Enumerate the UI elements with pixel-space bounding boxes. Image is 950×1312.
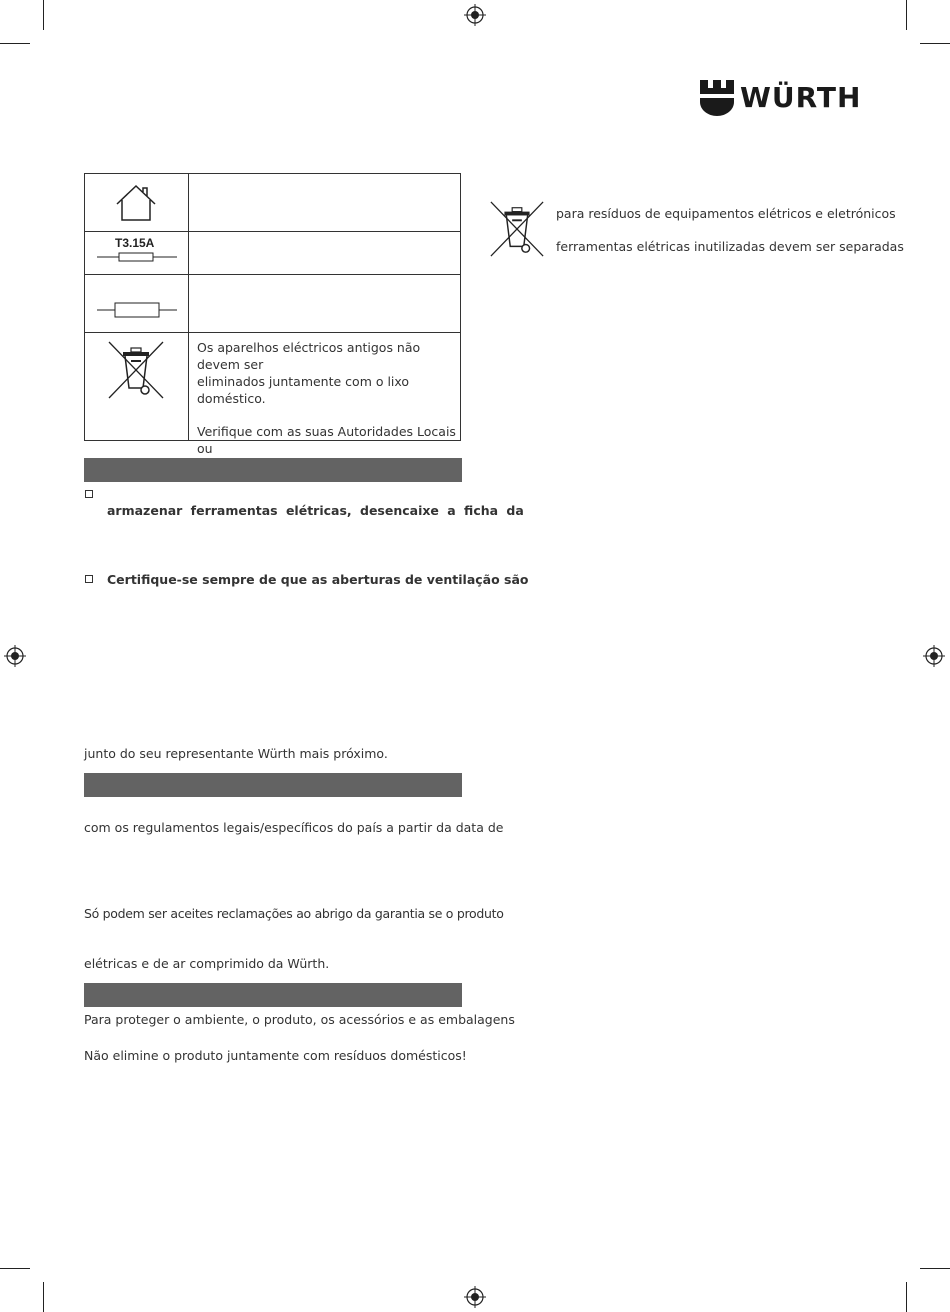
registration-mark-icon [4, 645, 26, 667]
weee-text-line: Verifique com as suas Autoridades Locais ou [197, 424, 456, 456]
weee-bin-icon [488, 200, 546, 258]
crop-mark [906, 0, 907, 30]
body-text: Não elimine o produto juntamente com resíduos domésticos! [84, 1048, 467, 1063]
crop-mark [906, 1282, 907, 1312]
crop-mark [43, 1282, 44, 1312]
body-text: com os regulamentos legais/específicos do país a partir da data de [84, 820, 504, 835]
fuse-rating-label: T3.15A [115, 236, 155, 250]
body-text: Para proteger o ambiente, o produto, os acessórios e as embalagens [84, 1012, 515, 1027]
wurth-logo-icon [700, 80, 734, 116]
crop-mark [43, 0, 44, 30]
bullet-box [85, 575, 93, 583]
section-header-bar [84, 983, 462, 1007]
weee-bin-icon [107, 340, 165, 400]
section-header-bar [84, 458, 462, 482]
body-text: junto do seu representante Würth mais próximo. [84, 746, 388, 761]
indoor-use-house-icon [115, 184, 157, 222]
table-row [85, 274, 460, 275]
symbols-table [84, 173, 461, 456]
fuse-symbol-icon [97, 302, 177, 318]
weee-description [197, 339, 459, 457]
crop-mark [0, 43, 30, 44]
bullet-box [85, 490, 93, 498]
crop-mark [920, 43, 950, 44]
fuse-icon [97, 251, 177, 263]
body-text: Só podem ser aceites reclamações ao abrigo da garantia se o produto [84, 906, 504, 921]
weee-text-line: eliminados juntamente com o lixo doméstico. [197, 374, 410, 406]
registration-mark-icon [464, 4, 486, 26]
section-header-bar [84, 773, 462, 797]
table-row [85, 332, 460, 333]
crop-mark [920, 1268, 950, 1269]
registration-mark-icon [464, 1286, 486, 1308]
table-row [85, 231, 460, 232]
weee-text-line: Os aparelhos eléctricos antigos não devem ser [197, 340, 421, 372]
crop-mark [0, 1268, 30, 1269]
right-column-text: para resíduos de equipamentos elétricos e eletrónicos [556, 206, 896, 221]
safety-instruction: Certifique-se sempre de que as aberturas de ventilação são [107, 572, 529, 587]
registration-mark-icon [923, 645, 945, 667]
brand-name: WÜRTH [740, 81, 862, 114]
right-column-text: ferramentas elétricas inutilizadas devem ser separadas [556, 239, 904, 254]
safety-instruction: armazenar ferramentas elétricas, desencaixe a ficha da [107, 503, 524, 518]
body-text: elétricas e de ar comprimido da Würth. [84, 956, 330, 971]
brand-logo [700, 80, 861, 116]
